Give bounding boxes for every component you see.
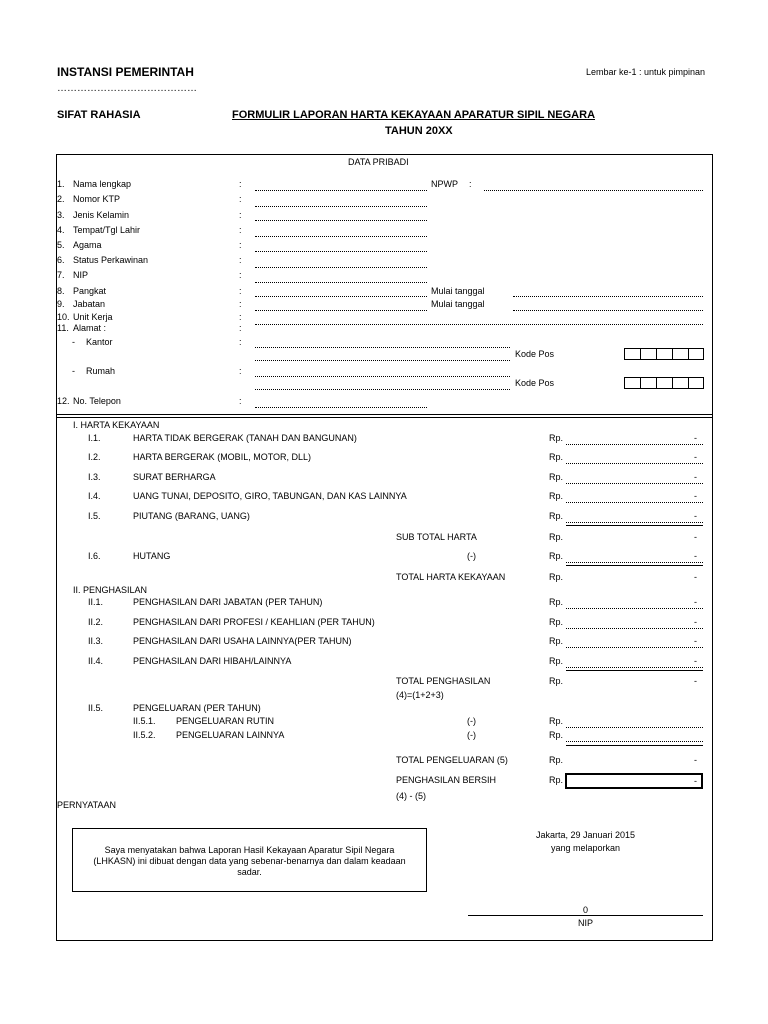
- row-label: UANG TUNAI, DEPOSITO, GIRO, TABUNGAN, DAN KAS LAINNYA: [133, 491, 407, 501]
- amount-field[interactable]: [566, 647, 703, 648]
- total-penghasilan-formula: (4)=(1+2+3): [396, 690, 444, 700]
- row-code: II.2.: [88, 617, 104, 627]
- pernyataan-line-3: sadar.: [237, 867, 262, 877]
- hutang-code: I.6.: [88, 551, 101, 561]
- colon: :: [239, 179, 242, 189]
- alamat-rumah-dash: -: [72, 366, 75, 376]
- colon: :: [239, 366, 242, 376]
- signature-line: [468, 915, 703, 916]
- pribadi-item-number: 2.: [57, 194, 65, 204]
- row-code: I.1.: [88, 433, 101, 443]
- amount-field[interactable]: [566, 502, 703, 503]
- ii51-code: II.5.1.: [133, 716, 156, 726]
- pribadi-item-label: NIP: [73, 270, 89, 280]
- row-code: II.4.: [88, 656, 104, 666]
- amount-field[interactable]: [566, 483, 703, 484]
- rp-label: Rp.: [549, 656, 564, 666]
- rp-label: Rp.: [549, 597, 564, 607]
- section-divider-2: [56, 417, 713, 418]
- section-harta-heading: I. HARTA KEKAYAAN: [73, 420, 160, 430]
- rumah-field-1[interactable]: [255, 376, 510, 377]
- row-value: -: [694, 433, 697, 443]
- kode-pos-label: Kode Pos: [515, 378, 555, 388]
- hutang-field[interactable]: [566, 562, 703, 563]
- rp-label: Rp.: [549, 617, 564, 627]
- pribadi-item-label: Jabatan: [73, 299, 106, 309]
- form-year: TAHUN 20XX: [385, 125, 453, 137]
- rp-label: Rp.: [549, 572, 564, 582]
- rp-label: Rp.: [549, 636, 564, 646]
- amount-field[interactable]: [566, 667, 703, 668]
- amount-field[interactable]: [566, 463, 703, 464]
- pribadi-item-number: 7.: [57, 270, 65, 280]
- rp-label: Rp.: [549, 452, 564, 462]
- form-frame: [56, 154, 713, 941]
- rp-label: Rp.: [549, 730, 564, 740]
- rp-label: Rp.: [549, 511, 564, 521]
- ii51-label: PENGELUARAN RUTIN: [176, 716, 275, 726]
- colon: :: [239, 396, 242, 406]
- lembar-note: Lembar ke-1 : untuk pimpinan: [586, 67, 706, 77]
- pribadi-item-number: 6.: [57, 255, 65, 265]
- rp-label: Rp.: [549, 491, 564, 501]
- penghasilan-bersih-formula: (4) - (5): [396, 791, 426, 801]
- pribadi-input-field[interactable]: [255, 282, 427, 283]
- minus-sign: (-): [467, 730, 476, 740]
- row-label: PENGHASILAN DARI PROFESI / KEAHLIAN (PER TAHUN): [133, 617, 375, 627]
- section-divider: [56, 414, 713, 415]
- mulai-tanggal-label: Mulai tanggal: [431, 286, 485, 296]
- hutang-value: -: [694, 551, 697, 561]
- row-label: PENGHASILAN DARI USAHA LAINNYA(PER TAHUN): [133, 636, 352, 646]
- row-code: II.3.: [88, 636, 104, 646]
- data-pribadi-heading: DATA PRIBADI: [348, 157, 409, 167]
- row-value: -: [694, 452, 697, 462]
- kantor-field-2[interactable]: [255, 360, 510, 361]
- yang-melaporkan: yang melaporkan: [550, 843, 621, 853]
- rp-label: Rp.: [549, 551, 564, 561]
- total-harta-label: TOTAL HARTA KEKAYAAN: [396, 572, 506, 582]
- colon: :: [239, 270, 242, 280]
- kantor-field-1[interactable]: [255, 347, 510, 348]
- jabatan-mulai-field[interactable]: [513, 310, 703, 311]
- pribadi-item-label: Status Perkawinan: [73, 255, 149, 265]
- total-pengeluaran-label: TOTAL PENGELUARAN (5): [396, 755, 508, 765]
- unit-kerja-field[interactable]: [255, 324, 703, 325]
- mulai-tanggal-label: Mulai tanggal: [431, 299, 485, 309]
- amount-field[interactable]: [566, 522, 703, 523]
- row-label: PENGHASILAN DARI HIBAH/LAINNYA: [133, 656, 292, 666]
- amount-field[interactable]: [566, 608, 703, 609]
- row-code: I.5.: [88, 511, 101, 521]
- pribadi-item-label: Pangkat: [73, 286, 107, 296]
- pribadi-input-field[interactable]: [255, 267, 427, 268]
- pribadi-item-number: 9.: [57, 299, 65, 309]
- pribadi-input-field[interactable]: [255, 236, 427, 237]
- pribadi-input-field[interactable]: [255, 407, 427, 408]
- subtotal-label: SUB TOTAL HARTA: [396, 532, 477, 542]
- total-penghasilan-label: TOTAL PENGHASILAN: [396, 676, 491, 686]
- colon: :: [239, 225, 242, 235]
- place-date: Jakarta, 29 Januari 2015: [535, 830, 636, 840]
- pribadi-item-number: 11.: [57, 323, 69, 333]
- instansi-title: INSTANSI PEMERINTAH: [57, 65, 194, 79]
- pribadi-input-field[interactable]: [255, 190, 427, 191]
- kode-pos-kantor-boxes[interactable]: [624, 348, 704, 360]
- penghasilan-bersih-box[interactable]: [565, 773, 703, 789]
- pribadi-item-label: Jenis Kelamin: [73, 210, 130, 220]
- pribadi-item-number: 5.: [57, 240, 65, 250]
- rp-label: Rp.: [549, 676, 564, 686]
- minus-sign: (-): [467, 716, 476, 726]
- rp-label: Rp.: [549, 532, 564, 542]
- pribadi-item-label: Nama lengkap: [73, 179, 132, 189]
- row-value: -: [694, 511, 697, 521]
- row-value: -: [694, 472, 697, 482]
- form-title: FORMULIR LAPORAN HARTA KEKAYAAN APARATUR SIPIL NEGARA: [232, 109, 596, 121]
- minus-sign: (-): [467, 551, 476, 561]
- pribadi-input-field[interactable]: [255, 206, 427, 207]
- pribadi-item-label: Agama: [73, 240, 102, 250]
- hutang-underline: [566, 565, 703, 566]
- row-code: I.3.: [88, 472, 101, 482]
- row-value: -: [694, 491, 697, 501]
- pribadi-item-label: Alamat :: [73, 323, 107, 333]
- pribadi-item-number: 4.: [57, 225, 65, 235]
- signer-name: 0: [582, 905, 588, 915]
- kode-pos-rumah-boxes[interactable]: [624, 377, 704, 389]
- rp-label: Rp.: [549, 716, 564, 726]
- pribadi-input-field[interactable]: [255, 296, 427, 297]
- kode-pos-label: Kode Pos: [515, 349, 555, 359]
- total-pengeluaran-value: -: [694, 755, 697, 765]
- colon: :: [239, 312, 242, 322]
- colon: :: [239, 210, 242, 220]
- pernyataan-line-1: Saya menyatakan bahwa Laporan Hasil Kekayaan Aparatur Sipil Negara: [104, 845, 395, 855]
- row-value: -: [694, 636, 697, 646]
- colon: :: [239, 194, 242, 204]
- pribadi-item-number: 10.: [57, 312, 70, 322]
- rp-label: Rp.: [549, 775, 564, 785]
- colon: :: [469, 179, 472, 189]
- colon: :: [239, 299, 242, 309]
- sifat-label: SIFAT RAHASIA: [57, 109, 141, 121]
- colon: :: [239, 337, 242, 347]
- row-value: -: [694, 656, 697, 666]
- pengeluaran-rutin-field[interactable]: [566, 727, 703, 728]
- pengeluaran-lainnya-field[interactable]: [566, 741, 703, 742]
- pernyataan-heading: PERNYATAAN: [57, 800, 117, 810]
- pribadi-input-field[interactable]: [255, 251, 427, 252]
- row-underline: [566, 525, 703, 526]
- rp-label: Rp.: [549, 433, 564, 443]
- rumah-field-2[interactable]: [255, 389, 510, 390]
- pribadi-item-label: No. Telepon: [73, 396, 121, 406]
- row-label: SURAT BERHARGA: [133, 472, 216, 482]
- pribadi-input-field[interactable]: [255, 220, 427, 221]
- pribadi-item-label: Tempat/Tgl Lahir: [73, 225, 141, 235]
- alamat-kantor-label: Kantor: [86, 337, 113, 347]
- ii5-code: II.5.: [88, 703, 104, 713]
- npwp-label: NPWP: [431, 179, 458, 189]
- penghasilan-bersih-label: PENGHASILAN BERSIH: [396, 775, 497, 785]
- row-code: I.4.: [88, 491, 101, 501]
- ii52-code: II.5.2.: [133, 730, 156, 740]
- row-label: HARTA TIDAK BERGERAK (TANAH DAN BANGUNAN): [133, 433, 357, 443]
- pribadi-item-number: 3.: [57, 210, 65, 220]
- row-label: PIUTANG (BARANG, UANG): [133, 511, 250, 521]
- row-value: -: [694, 597, 697, 607]
- subtotal-value: -: [694, 532, 697, 542]
- row-underline: [566, 670, 703, 671]
- pernyataan-line-2: (LHKASN) ini dibuat dengan data yang sebenar-benarnya dan dalam keadaan: [93, 856, 406, 866]
- section-penghasilan-heading: II. PENGHASILAN: [73, 585, 148, 595]
- colon: :: [239, 240, 242, 250]
- ii5-label: PENGELUARAN (PER TAHUN): [133, 703, 261, 713]
- row-code: II.1.: [88, 597, 104, 607]
- instansi-dots: ……………………………………: [57, 83, 197, 94]
- npwp-field[interactable]: [484, 190, 703, 191]
- pribadi-item-number: 8.: [57, 286, 65, 296]
- alamat-rumah-label: Rumah: [86, 366, 116, 376]
- pribadi-input-field[interactable]: [255, 310, 427, 311]
- pribadi-item-number: 1.: [57, 179, 65, 189]
- rp-label: Rp.: [549, 755, 564, 765]
- row-code: I.2.: [88, 452, 101, 462]
- amount-field[interactable]: [566, 628, 703, 629]
- amount-field[interactable]: [566, 444, 703, 445]
- total-penghasilan-value: -: [694, 676, 697, 686]
- row-value: -: [694, 617, 697, 627]
- pribadi-item-label: Unit Kerja: [73, 312, 113, 322]
- colon: :: [239, 323, 242, 333]
- row-label: HARTA BERGERAK (MOBIL, MOTOR, DLL): [133, 452, 312, 462]
- pribadi-item-number: 12.: [57, 396, 70, 406]
- pengeluaran-underline: [566, 745, 703, 746]
- colon: :: [239, 255, 242, 265]
- penghasilan-bersih-value: -: [694, 776, 697, 786]
- row-label: PENGHASILAN DARI JABATAN (PER TAHUN): [133, 597, 323, 607]
- pangkat-mulai-field[interactable]: [513, 296, 703, 297]
- pribadi-item-label: Nomor KTP: [73, 194, 121, 204]
- signer-nip: NIP: [577, 918, 593, 928]
- ii52-label: PENGELUARAN LAINNYA: [176, 730, 285, 740]
- rp-label: Rp.: [549, 472, 564, 482]
- total-harta-value: -: [694, 572, 697, 582]
- alamat-kantor-dash: -: [72, 337, 75, 347]
- hutang-label: HUTANG: [133, 551, 171, 561]
- colon: :: [239, 286, 242, 296]
